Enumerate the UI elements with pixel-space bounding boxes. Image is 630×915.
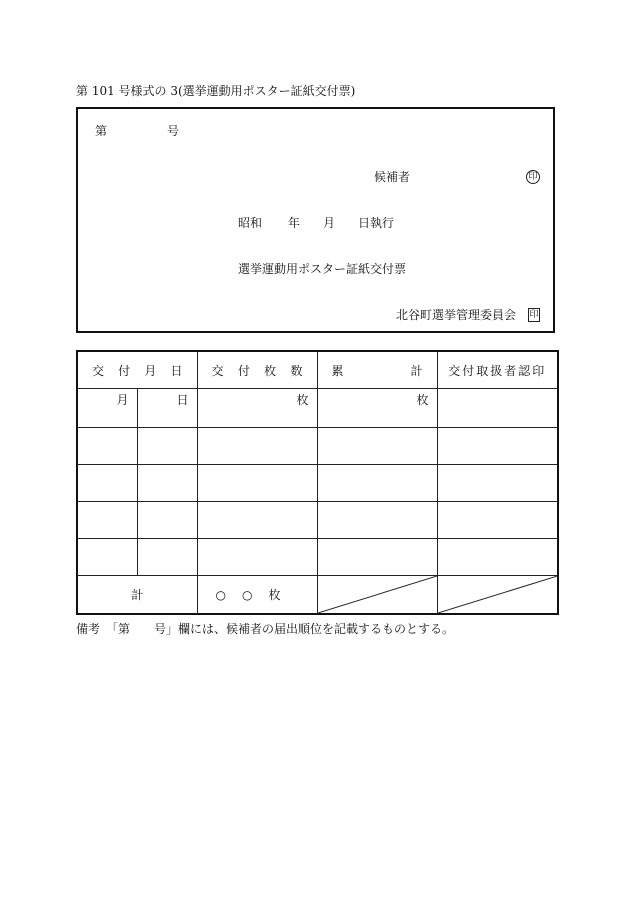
header-issue-count-char: 枚 [264, 363, 277, 378]
total-cumulative-crossed [317, 576, 437, 615]
cell-count [197, 389, 317, 428]
cell-day [137, 502, 197, 539]
header-issue-date-char: 付 [118, 363, 131, 378]
cell-cumulative [317, 389, 437, 428]
cell-approver [437, 465, 558, 502]
remarks-note: 備考 「第 号」欄には、候補者の届出順位を記載するものとする。 [76, 622, 455, 636]
cell-month [77, 502, 137, 539]
cell-cumulative [317, 539, 437, 576]
total-label-cell [77, 576, 197, 615]
header-cumulative-char: 計 [410, 363, 423, 378]
table-row [77, 539, 558, 576]
cell-cumulative [317, 428, 437, 465]
cell-count [197, 428, 317, 465]
header-issue-count-char: 交 [211, 363, 224, 378]
header-issue-count [197, 351, 317, 389]
total-value: ○ ○ 枚 [215, 588, 283, 602]
cell-count [197, 539, 317, 576]
date-month: 月 [323, 216, 336, 230]
cell-month [77, 539, 137, 576]
table-row [77, 502, 558, 539]
diagonal-line [438, 576, 558, 613]
cell-cumulative [317, 465, 437, 502]
cell-month [77, 389, 137, 428]
cell-approver [437, 389, 558, 428]
slip-box [76, 107, 555, 333]
header-issue-date-char: 月 [144, 363, 157, 378]
cell-day [137, 428, 197, 465]
slip-number-dai: 第 [95, 124, 108, 138]
header-issue-date [77, 351, 197, 389]
table-row [77, 465, 558, 502]
cell-month [77, 428, 137, 465]
form-title: 第 101 号様式の 3(選挙運動用ポスター証紙交付票) [76, 84, 356, 98]
issuer-seal-icon: 印 [529, 310, 539, 320]
table-row [77, 428, 558, 465]
cell-cumulative [317, 502, 437, 539]
cell-count [197, 502, 317, 539]
cell-count [197, 465, 317, 502]
diagonal-line [318, 576, 437, 613]
day-unit: 日 [176, 393, 189, 407]
table-header-row [77, 351, 558, 389]
date-era: 昭和 [238, 216, 263, 230]
header-issue-count-char: 数 [290, 363, 303, 378]
cell-approver [437, 502, 558, 539]
header-issue-date-char: 交 [92, 363, 105, 378]
issuer-name: 北谷町選挙管理委員会 [396, 308, 517, 322]
candidate-seal-icon: 印 [526, 170, 540, 184]
total-value-cell [197, 576, 317, 615]
document-title: 選挙運動用ポスター証紙交付票 [238, 262, 407, 276]
month-unit: 月 [116, 393, 129, 407]
cell-day [137, 389, 197, 428]
cell-day [137, 539, 197, 576]
header-issue-date-char: 日 [170, 363, 183, 378]
date-year: 年 [288, 216, 301, 230]
total-approver-crossed [437, 576, 558, 615]
date-day-exec: 日執行 [358, 216, 395, 230]
count-unit: 枚 [296, 393, 309, 407]
cumulative-unit: 枚 [416, 393, 429, 407]
header-issue-count-char: 付 [237, 363, 250, 378]
header-approver [437, 351, 558, 389]
slip-number-go: 号 [167, 124, 180, 138]
header-approver-label: 交付取扱者認印 [448, 363, 547, 378]
cell-day [137, 465, 197, 502]
issuance-table [76, 350, 559, 615]
header-cumulative [317, 351, 437, 389]
cell-approver [437, 428, 558, 465]
total-label: 計 [131, 588, 144, 602]
cell-approver [437, 539, 558, 576]
candidate-label: 候補者 [374, 170, 411, 184]
header-cumulative-char: 累 [331, 363, 344, 378]
total-row [77, 576, 558, 615]
table-row [77, 389, 558, 428]
cell-month [77, 465, 137, 502]
